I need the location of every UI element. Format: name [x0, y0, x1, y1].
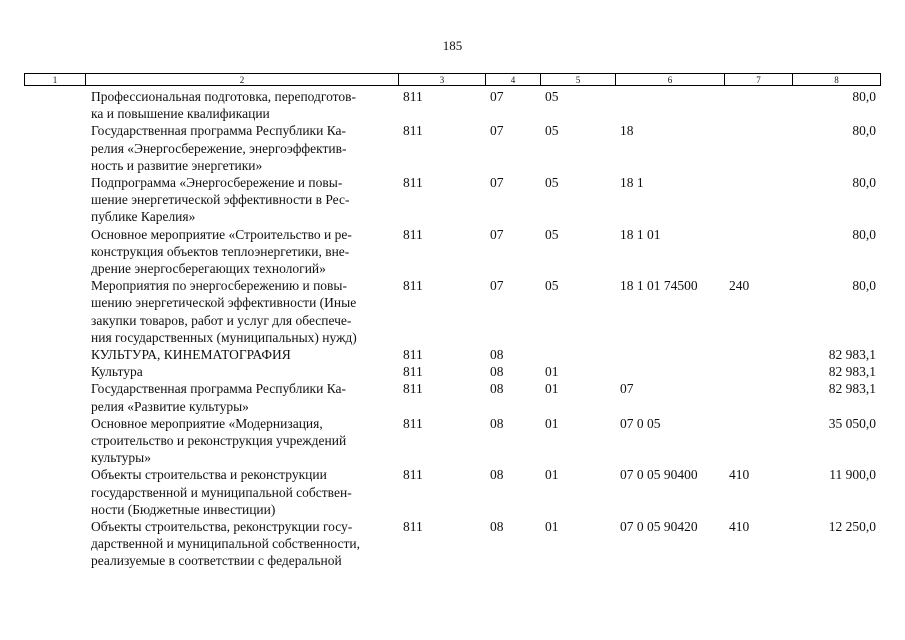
table-row: [24, 122, 880, 174]
target-item-code: 07 0 05 90420: [620, 519, 698, 535]
page-number: 185: [442, 38, 463, 53]
department-code: 811: [403, 519, 423, 535]
section-code: 07: [490, 175, 504, 191]
target-item-code: 18 1: [620, 175, 644, 191]
section-code: 07: [490, 226, 504, 242]
description-line: Профессиональная подготовка, переподготов-: [91, 89, 357, 104]
subsection-code: 01: [545, 415, 559, 431]
description-line: культуры»: [91, 450, 151, 466]
item-description: [85, 466, 398, 518]
expense-type-code: [724, 380, 792, 414]
table-row: [24, 226, 880, 278]
description-line: реализуемые в соответствии с федеральной: [91, 553, 342, 569]
expense-type-code: [724, 174, 792, 226]
section-code: 08: [490, 415, 504, 431]
empty-cell: [24, 466, 85, 518]
subsection-code: 01: [545, 381, 559, 397]
expense-type-code: [724, 226, 792, 278]
description-line: релия «Энергосбережение, энергоэффектив-: [91, 140, 347, 156]
target-item-code: 07 0 05: [620, 415, 661, 431]
description-line: строительство и реконструкция учреждений: [91, 433, 347, 449]
item-description: [85, 346, 398, 363]
description-line: Объекты строительства и реконструкции: [91, 467, 327, 483]
description-line: государственной и муниципальной собствен-: [91, 484, 352, 500]
description-line: закупки товаров, работ и услуг для обеспече-: [91, 312, 352, 328]
amount: 35 050,0: [828, 415, 876, 431]
description-line: Основное мероприятие «Модернизация,: [91, 415, 323, 431]
section-code: 08: [490, 347, 504, 363]
expense-type-code: 240: [729, 278, 750, 294]
department-code: 811: [403, 89, 423, 104]
table-row: [24, 174, 880, 226]
description-line: Подпрограмма «Энергосбережение и повы-: [91, 175, 343, 191]
expense-type-code: [724, 122, 792, 174]
subsection-code: [540, 346, 615, 363]
expense-type-code: 410: [729, 519, 750, 535]
section-code: 07: [490, 278, 504, 294]
expense-type-code: [724, 363, 792, 380]
item-description: [85, 226, 398, 278]
amount: 12 250,0: [828, 519, 876, 535]
empty-cell: [24, 88, 85, 122]
description-line: Мероприятия по энергосбережению и повы-: [91, 278, 347, 294]
item-description: [85, 415, 398, 467]
header-col-5: 5: [541, 74, 616, 86]
subsection-code: 01: [545, 519, 559, 535]
empty-cell: [24, 415, 85, 467]
item-description: [85, 363, 398, 380]
item-description: [85, 518, 398, 570]
table-row: [24, 346, 880, 363]
expense-type-code: [724, 415, 792, 467]
item-description: [85, 380, 398, 414]
subsection-code: 05: [545, 226, 559, 242]
amount: 80,0: [852, 123, 876, 139]
amount: 11 900,0: [829, 467, 876, 483]
target-item-code: [615, 88, 724, 122]
amount: 80,0: [852, 175, 876, 191]
section-code: 08: [490, 381, 504, 397]
section-code: 08: [490, 519, 504, 535]
header-row: [25, 74, 881, 86]
amount: 82 983,1: [828, 364, 876, 380]
header-col-1: 1: [25, 74, 86, 86]
table-row: [24, 277, 880, 346]
description-line: Государственная программа Республики Ка-: [91, 381, 347, 397]
description-line: ность и развитие энергетики»: [91, 157, 263, 173]
description-line: релия «Развитие культуры»: [91, 398, 249, 414]
description-line: ка и повышение квалификации: [91, 106, 270, 122]
empty-cell: [24, 363, 85, 380]
amount: 80,0: [852, 278, 876, 294]
expense-type-code: 410: [729, 467, 750, 483]
empty-cell: [24, 518, 85, 570]
table-row: [24, 466, 880, 518]
target-item-code: 07: [620, 381, 634, 397]
expense-type-code: [724, 88, 792, 122]
department-code: 811: [403, 364, 423, 380]
table-row: [24, 518, 880, 570]
empty-cell: [24, 174, 85, 226]
description-line: шение энергетической эффективности в Рес-: [91, 192, 350, 208]
target-item-code: 18 1 01: [620, 226, 661, 242]
department-code: 811: [403, 415, 423, 431]
description-line: Основное мероприятие «Строительство и ре-: [91, 226, 352, 242]
target-item-code: 18: [620, 123, 634, 139]
description-line: Культура: [91, 364, 143, 380]
target-item-code: [615, 363, 724, 380]
item-description: [85, 277, 398, 346]
department-code: 811: [403, 278, 423, 294]
empty-cell: [24, 122, 85, 174]
empty-cell: [24, 346, 85, 363]
description-line: КУЛЬТУРА, КИНЕМАТОГРАФИЯ: [91, 347, 291, 363]
subsection-code: 05: [545, 278, 559, 294]
subsection-code: 05: [545, 123, 559, 139]
table-row: [24, 88, 880, 122]
section-code: 07: [490, 123, 504, 139]
table-row: [24, 363, 880, 380]
amount: 82 983,1: [828, 347, 876, 363]
subsection-code: 01: [545, 467, 559, 483]
header-col-4: 4: [486, 74, 541, 86]
description-line: Государственная программа Республики Ка-: [91, 123, 347, 139]
description-line: дарственной и муниципальной собственности,: [91, 536, 360, 552]
subsection-code: 01: [545, 364, 559, 380]
empty-cell: [24, 226, 85, 278]
header-col-3: 3: [399, 74, 486, 86]
description-line: конструкция объектов теплоэнергетики, вне-: [91, 243, 350, 259]
expense-type-code: [724, 346, 792, 363]
amount: 80,0: [852, 89, 876, 104]
table-row: [24, 380, 880, 414]
description-line: дрение энергосберегающих технологий»: [91, 261, 326, 277]
department-code: 811: [403, 175, 423, 191]
section-code: 07: [490, 89, 504, 104]
subsection-code: 05: [545, 175, 559, 191]
department-code: 811: [403, 123, 423, 139]
header-col-2: 2: [86, 74, 399, 86]
table-row: [24, 415, 880, 467]
description-line: шению энергетической эффективности (Иные: [91, 295, 357, 311]
amount: 80,0: [852, 226, 876, 242]
section-code: 08: [490, 364, 504, 380]
description-line: Объекты строительства, реконструкции госу-: [91, 519, 353, 535]
department-code: 811: [403, 226, 423, 242]
subsection-code: 05: [545, 89, 559, 104]
department-code: 811: [403, 467, 423, 483]
description-line: ности (Бюджетные инвестиции): [91, 501, 276, 517]
header-col-6: 6: [616, 74, 725, 86]
empty-cell: [24, 277, 85, 346]
column-number-header: [24, 73, 881, 86]
header-col-8: 8: [793, 74, 881, 86]
target-item-code: [615, 346, 724, 363]
item-description: [85, 174, 398, 226]
target-item-code: 07 0 05 90400: [620, 467, 698, 483]
section-code: 08: [490, 467, 504, 483]
header-col-7: 7: [725, 74, 793, 86]
item-description: [85, 122, 398, 174]
empty-cell: [24, 380, 85, 414]
description-line: ния государственных (муниципальных) нужд): [91, 329, 357, 345]
target-item-code: 18 1 01 74500: [620, 278, 698, 294]
department-code: 811: [403, 381, 423, 397]
description-line: публике Карелия»: [91, 209, 196, 225]
department-code: 811: [403, 347, 423, 363]
item-description: [85, 88, 398, 122]
amount: 82 983,1: [828, 381, 876, 397]
budget-table: [24, 88, 880, 570]
